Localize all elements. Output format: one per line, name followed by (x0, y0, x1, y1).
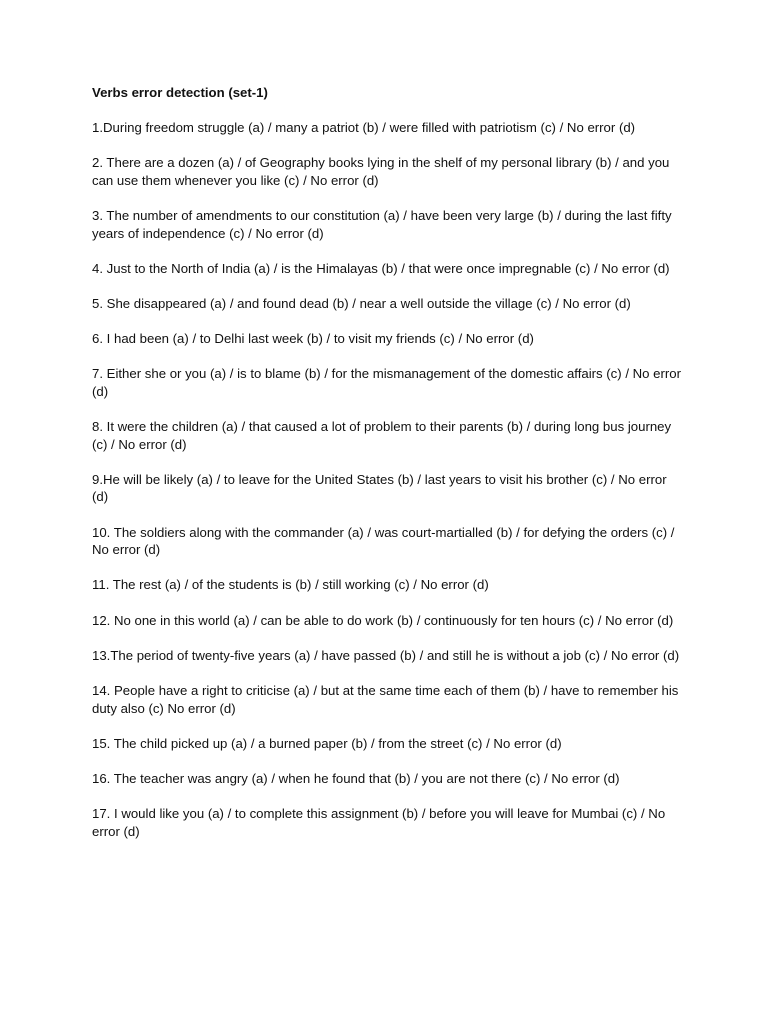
question-1: 1.During freedom struggle (a) / many a patriot (b) / were filled with patriotism (c) / No error (d) (92, 120, 636, 135)
question-13: 13.The period of twenty-five years (a) / have passed (b) / and still he is without a job (c) / No error (d) (92, 647, 680, 663)
question-16: 16. The teacher was angry (a) / when he found that (b) / you are not there (c) / No error (d) (92, 770, 620, 786)
question-7: 7. Either she or you (a) / is to blame (b) / for the mismanagement of the domestic affairs (c) / No error (d) (92, 366, 682, 399)
question-4: 4. Just to the North of India (a) / is the Himalayas (b) / that were once impregnable (c) / No error (d) (92, 260, 670, 276)
question-5: 5. She disappeared (a) / and found dead (b) / near a well outside the village (c) / No error (d) (92, 295, 631, 311)
question-8: 8. It were the children (a) / that caused a lot of problem to their parents (b) / during long bus journey (c) / No error (d) (92, 419, 672, 452)
question-15: 15. The child picked up (a) / a burned paper (b) / from the street (c) / No error (d) (92, 735, 562, 751)
document-page (92, 84, 682, 858)
document-title: Verbs error detection (set-1) (92, 85, 268, 100)
question-2: 2. There are a dozen (a) / of Geography books lying in the shelf of my personal library (b) / and you can use them whenever you like (c) / No error (d) (92, 155, 670, 188)
question-14: 14. People have a right to criticise (a) / but at the same time each of them (b) / have to remember his duty also (c) No error (d) (92, 683, 679, 716)
question-9: 9.He will be likely (a) / to leave for the United States (b) / last years to visit his brother (c) / No error (d) (92, 471, 667, 505)
question-12: 12. No one in this world (a) / can be able to do work (b) / continuously for ten hours (c) / No error (d) (92, 612, 674, 628)
question-11: 11. The rest (a) / of the students is (b) / still working (c) / No error (d) (92, 577, 489, 593)
question-17: 17. I would like you (a) / to complete this assignment (b) / before you will leave for Mumbai (c) / No error (d) (92, 806, 666, 839)
question-6: 6. I had been (a) / to Delhi last week (b) / to visit my friends (c) / No error (d) (92, 331, 534, 347)
question-10: 10. The soldiers along with the commander (a) / was court-martialled (b) / for defying the orders (c) / No error (d) (92, 524, 675, 558)
question-3: 3. The number of amendments to our constitution (a) / have been very large (b) / during the last fifty years of independence (c) / No error (d) (92, 207, 672, 241)
